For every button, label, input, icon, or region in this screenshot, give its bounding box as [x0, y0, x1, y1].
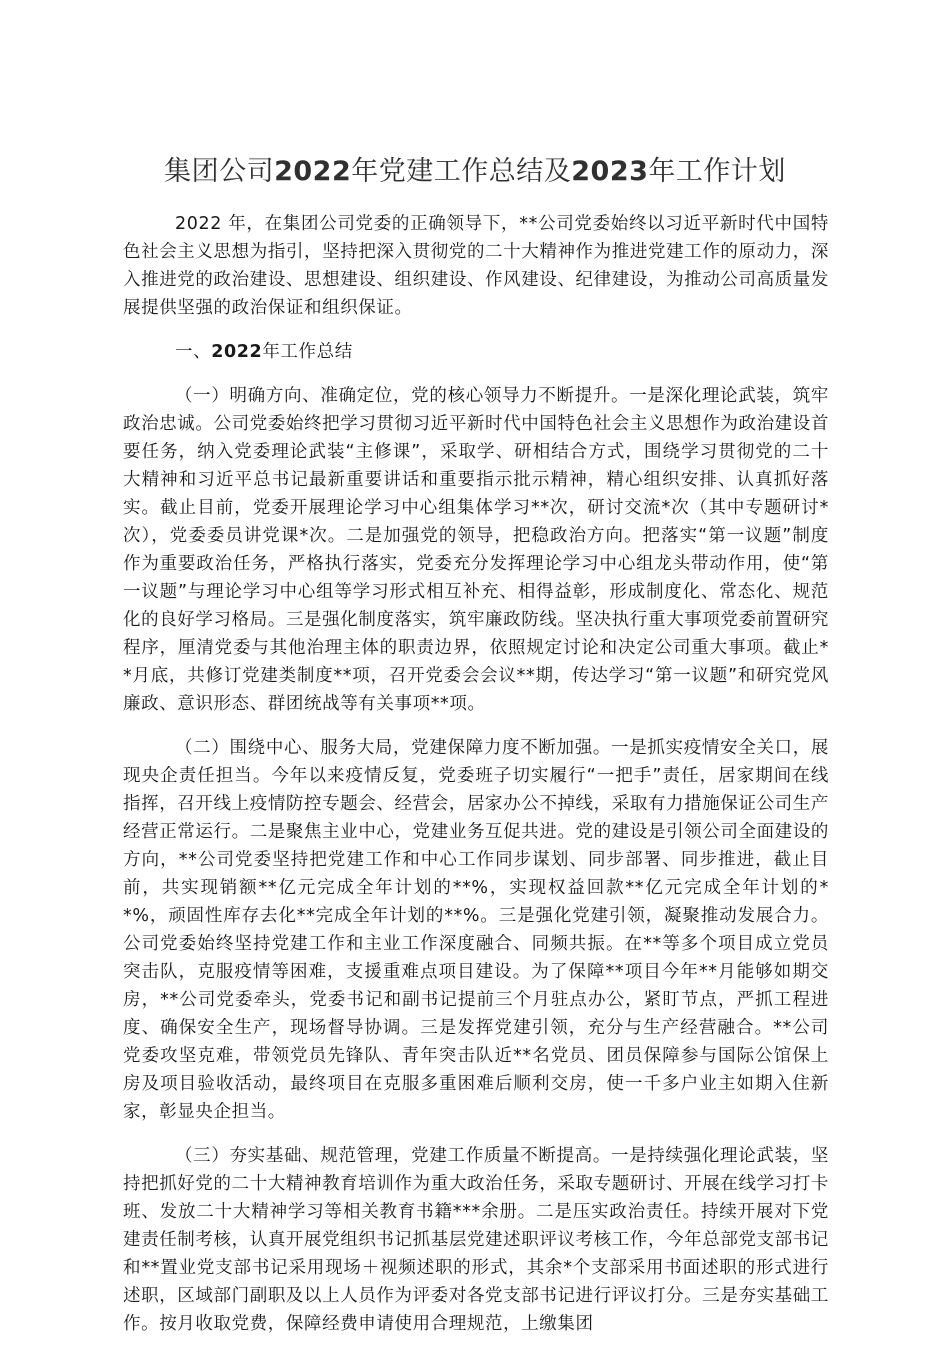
body-paragraph-3: （三）夯实基础、规范管理，党建工作质量不断提高。一是持续强化理论武装，坚持把抓好党的二十大精神教育培训作为重大政治任务，采取专题研讨、开展在线学习打卡班、发放二十大精神学习等相关教育书籍***余册。二是压实政治责任。持续开展对下党建责任制考核，认真开展党组织书记抓基层党建述职评议考核工作，今年总部党支部书记和**置业党支部书记采用现场＋视频述职的形式，其余*个支部采用书面述职的形式进行述职，区域部门副职及以上人员作为评委对各党支部书记进行评议打分。三是夯实基础工作。按月收取党费，保障经费申请使用合理规范，上缴集团	[123, 1146, 829, 1334]
document-title	[0, 148, 950, 196]
document-body	[123, 210, 829, 1354]
title-year-2023: 2023	[571, 156, 649, 187]
body-paragraph-2: （二）围绕中心、服务大局，党建保障力度不断加强。一是抓实疫情安全关口，展现央企责任担当。今年以来疫情反复，党委班子切实履行“一把手”责任，居家期间在线指挥，召开线上疫情防控专题会、经营会，居家办公不掉线，采取有力措施保证公司生产经营正常运行。二是聚焦主业中心，党建业务互促共进。党的建设是引领公司全面建设的方向，**公司党委坚持把党建工作和中心工作同步谋划、同步部署、同步推进，截止目前，共实现销额**亿元完成全年计划的**%，实现权益回款**亿元完成全年计划的**%，顽固性库存去化**完成全年计划的**%。三是强化党建引领，凝聚推动发展合力。公司党委始终坚持党建工作和主业工作深度融合、同频共振。在**等多个项目成立党员突击队，克服疫情等困难，支援重难点项目建设。为了保障**项目今年**月能够如期交房，**公司党委牵头，党委书记和副书记提前三个月驻点办公，紧盯节点，严抓工程进度、确保安全生产，现场督导协调。三是发挥党建引领，充分与生产经营融合。**公司党委攻坚克难，带领党员先锋队、青年突击队近**名党员、团员保障参与国际公馆保上房及项目验收活动，最终项目在克服多重困难后顺利交房，使一千多户业主如期入住新家，彰显央企担当。	[123, 738, 829, 1122]
title-prefix: 集团公司	[164, 156, 275, 187]
section-heading-suffix: 年工作总结	[262, 342, 353, 362]
title-mid: 年党建工作总结及	[351, 156, 572, 187]
intro-paragraph: 2022 年，在集团公司党委的正确领导下，**公司党委始终以习近平新时代中国特色社会主义思想为指引，坚持把深入贯彻党的二十大精神作为推进党建工作的原动力，深入推进党的政治建设、思想建设、组织建设、作风建设、纪律建设，为推动公司高质量发展提供坚强的政治保证和组织保证。	[123, 214, 829, 318]
body-paragraph-1: （一）明确方向、准确定位，党的核心领导力不断提升。一是深化理论武装，筑牢政治忠诚。公司党委始终把学习贯彻习近平新时代中国特色社会主义思想作为政治建设首要任务，纳入党委理论武装“主修课”，采取学、研相结合方式，围绕学习贯彻党的二十大精神和习近平总书记最新重要讲话和重要指示批示精神，精心组织安排、认真抓好落实。截止目前，党委开展理论学习中心组集体学习**次，研讨交流*次（其中专题研讨*次），党委委员讲党课*次。二是加强党的领导，把稳政治方向。把落实“第一议题”制度作为重要政治任务，严格执行落实，党委充分发挥理论学习中心组龙头带动作用，使“第一议题”与理论学习中心组等学习形式相互补充、相得益彰，形成制度化、常态化、规范化的良好学习格局。三是强化制度落实，筑牢廉政防线。坚决执行重大事项党委前置研究程序，厘清党委与其他治理主体的职责边界，依照规定讨论和决定公司重大事项。截止**月底，共修订党建类制度**项，召开党委会会议**期，传达学习“第一议题”和研究党风廉政、意识形态、群团统战等有关事项**项。	[123, 386, 829, 714]
section-heading-1	[123, 338, 829, 366]
section-heading-year: 2022	[211, 342, 263, 362]
title-suffix: 年工作计划	[648, 156, 786, 187]
section-heading-prefix: 一、	[175, 342, 212, 362]
title-year-2022: 2022	[274, 156, 352, 187]
